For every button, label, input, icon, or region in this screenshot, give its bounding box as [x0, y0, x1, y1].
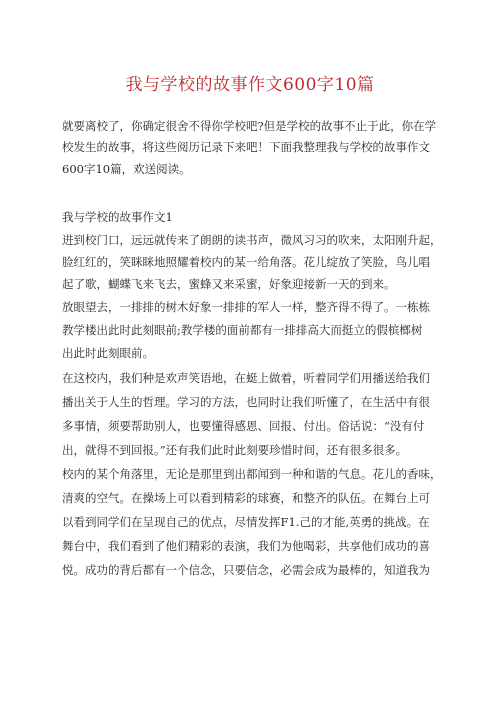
- paragraph-line: 起了歌，蝴蝶飞来飞去，蜜蜂又来采蜜，好象迎接新一天的到来。: [62, 277, 396, 291]
- paragraph-line: 多事情，须要帮助别人，也要懂得感恩、回报、付出。俗话说：“没有付: [62, 419, 425, 433]
- paragraph-line: 出，就得不到回报。”还有我们此时此刻要珍惜时间，还有很多很多。: [62, 443, 408, 457]
- paragraph-line: 就要离校了，你确定很舍不得你学校吧?但是学校的故事不止于此，你在学: [62, 119, 437, 133]
- paragraph-line: 脸红红的，笑眯眯地照耀着校内的某一给角落。花儿绽放了笑脸，鸟儿唱: [62, 255, 430, 269]
- paragraph-line: 进到校门口，远远就传来了朗朗的读书声，微风习习的吹来，太阳刚升起，: [62, 233, 442, 247]
- paragraph-line: 放眼望去，一排排的树木好象一排排的军人一样，整齐得不得了。一栋栋: [62, 300, 430, 314]
- paragraph-line: 校内的某个角落里，无论是那里到出都闻到一种和谐的气息。花儿的香味，: [62, 467, 442, 481]
- paragraph-line: 在这校内，我们种是欢声笑语地，在蜓上做着，听着同学们用播送给我们: [62, 371, 430, 385]
- paragraph-line: 清爽的空气。在操场上可以看到精彩的球赛，和整齐的队伍。在舞台上可: [62, 491, 430, 505]
- paragraph-line: 校发生的故事，将这些阅历记录下来吧！下面我整理我与学校的故事作文: [62, 140, 430, 154]
- section-heading: 我与学校的故事作文1: [62, 210, 173, 224]
- document-title: 我与学校的故事作文600字10篇: [125, 75, 375, 95]
- paragraph-line: 以看到同学们在呈现自己的优点，尽情发挥F1.己的才能,英勇的挑战。在: [62, 515, 430, 529]
- paragraph-line: 教学楼出此时此刻眼前;教学楼的面前都有一排排高大而挺立的假槟榔树: [62, 323, 423, 337]
- paragraph-line: 悦。成功的背后都有一个信念，只要信念，必需会成为最棒的，知道我为: [62, 563, 430, 577]
- paragraph-line: 出此时此刻眼前。: [62, 346, 154, 360]
- paragraph-line: 舞台中，我们看到了他们精彩的表演，我们为他喝彩，共享他们成功的喜: [62, 539, 430, 553]
- paragraph-line: 播出关于人生的哲理。学习的方法，也同时让我们听懂了，在生活中有很: [62, 395, 430, 409]
- paragraph-line: 600字10篇，欢送阅读。: [62, 162, 191, 176]
